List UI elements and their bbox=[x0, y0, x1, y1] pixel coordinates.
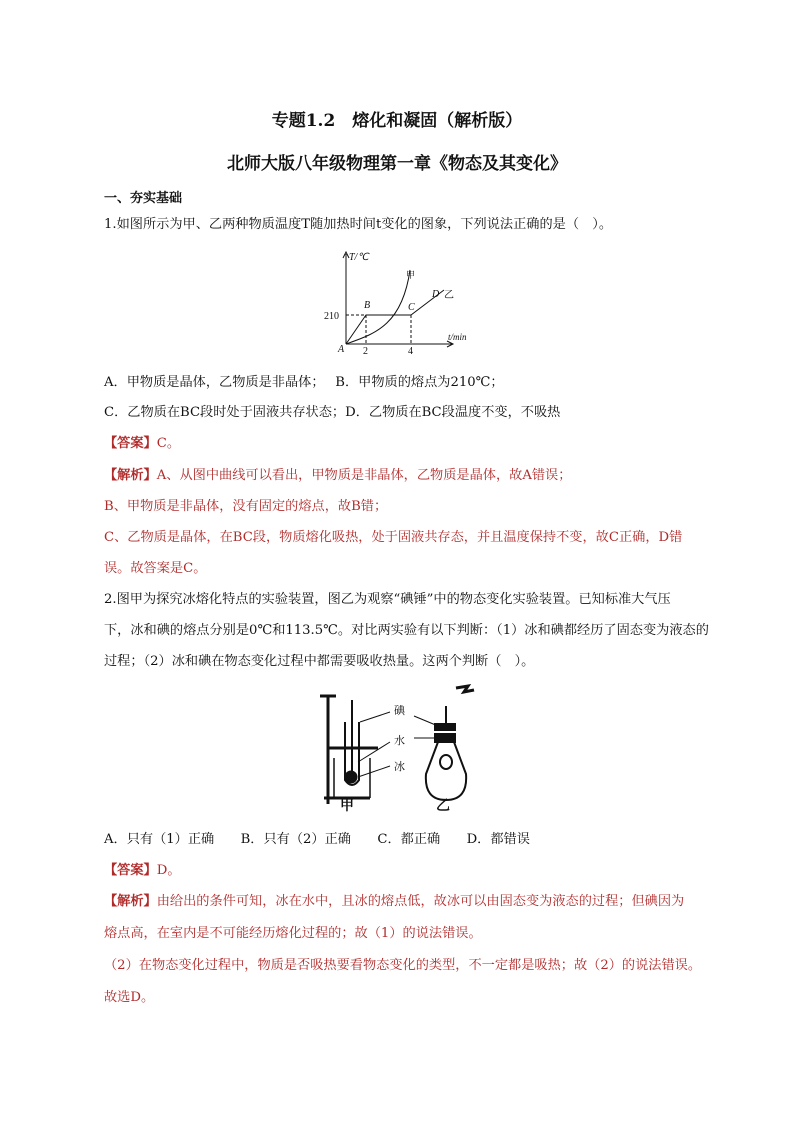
q2-stem-1: 2.图甲为探究冰熔化特点的实验装置，图乙为观察“碘锤”中的物态变化实验装置。已知标准大气压 bbox=[104, 592, 671, 607]
q2-analysis-2: 熔点高，在室内是不可能经历熔化过程的；故（1）的说法错误。 bbox=[104, 926, 482, 941]
q2-analysis-4: 故选D。 bbox=[104, 990, 155, 1005]
ice-apparatus bbox=[320, 696, 390, 804]
x-axis-label: t/min bbox=[448, 332, 467, 342]
q2-answer bbox=[104, 859, 181, 878]
answer-key: 【答案】 bbox=[104, 436, 157, 451]
page-subtitle: 北师大版八年级物理第一章《物态及其变化》 bbox=[227, 154, 567, 174]
label-water: 水 bbox=[394, 734, 405, 747]
q2-stem-2: 下，冰和碘的熔点分别是0℃和113.5℃。对比两实验有以下判断：（1）冰和碘都经历了固态变为液态的 bbox=[104, 623, 709, 638]
q1-answer bbox=[104, 432, 180, 451]
answer-value: D。 bbox=[156, 863, 181, 878]
curve-yi bbox=[346, 290, 444, 344]
q2-options: A．只有（1）正确 B．只有（2）正确 C．都正确 D．都错误 bbox=[104, 832, 530, 847]
q1-analysis-2: B、甲物质是非晶体，没有固定的熔点，故B错； bbox=[104, 499, 388, 514]
point-d: D bbox=[432, 289, 440, 300]
label-yi: 乙 bbox=[436, 798, 450, 812]
label-yi: 乙 bbox=[444, 290, 454, 301]
q2-analysis-3: （2）在物态变化过程中，物质是否吸热要看物态变化的类型，不一定都是吸热；故（2）的说法错误。 bbox=[104, 958, 702, 973]
label-jia: 甲 bbox=[406, 270, 416, 280]
q1-temperature-graph bbox=[322, 248, 482, 356]
curve-jia bbox=[346, 270, 410, 344]
q1-options-ab: A．甲物质是晶体，乙物质是非晶体； B．甲物质的熔点为210℃； bbox=[104, 375, 504, 390]
answer-value: C。 bbox=[156, 436, 181, 451]
x-tick-2: 2 bbox=[363, 346, 368, 356]
x-tick-4: 4 bbox=[408, 346, 413, 356]
iodine-hammer bbox=[414, 686, 474, 800]
analysis-text: 由给出的条件可知，冰在水中，且冰的熔点低，故冰可以由固态变为液态的过程；但碘因为 bbox=[156, 894, 685, 909]
point-b: B bbox=[364, 300, 371, 311]
answer-key: 【答案】 bbox=[104, 863, 157, 878]
page-title: 专题1.2 熔化和凝固（解析版） bbox=[271, 111, 523, 131]
q1-analysis-4: 误。故答案是C。 bbox=[104, 561, 207, 576]
q1-options-cd: C．乙物质在BC段时处于固液共存状态；D．乙物质在BC段温度不变，不吸热 bbox=[104, 405, 561, 420]
q2-analysis-1 bbox=[104, 890, 684, 909]
analysis-key: 【解析】 bbox=[104, 468, 157, 483]
y-tick-210: 210 bbox=[324, 311, 339, 322]
analysis-text: A、从图中曲线可以看出，甲物质是非晶体，乙物质是晶体，故A错误； bbox=[156, 468, 572, 483]
q1-stem: 1.如图所示为甲、乙两种物质温度T随加热时间t变化的图象，下列说法正确的是（ ）。 bbox=[104, 217, 613, 232]
q2-stem-3: 过程；（2）冰和碘在物态变化过程中都需要吸收热量。这两个判断（ ）。 bbox=[104, 654, 535, 669]
label-iodine: 碘 bbox=[394, 704, 405, 717]
point-a: A bbox=[338, 344, 345, 355]
analysis-key: 【解析】 bbox=[104, 894, 157, 909]
label-ice: 冰 bbox=[394, 760, 405, 773]
point-c: C bbox=[408, 302, 415, 313]
q1-analysis-1 bbox=[104, 464, 571, 483]
q2-apparatus-figure bbox=[318, 682, 498, 812]
y-axis-label: T/℃ bbox=[349, 252, 369, 263]
section-heading: 一、夯实基础 bbox=[104, 191, 183, 206]
q1-analysis-3: C、乙物质是晶体，在BC段，物质熔化吸热，处于固液共存态，并且温度保持不变，故C正确，D错 bbox=[104, 530, 683, 545]
label-jia: 甲 bbox=[340, 798, 354, 812]
